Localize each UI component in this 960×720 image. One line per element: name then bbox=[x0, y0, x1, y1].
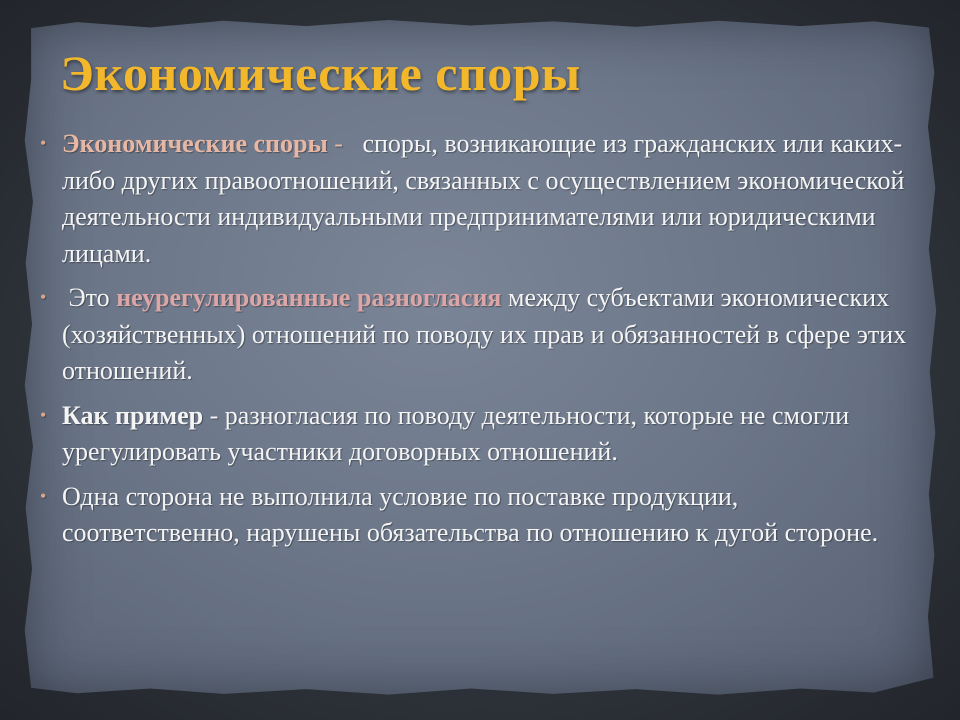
bullet-icon: • bbox=[40, 485, 47, 506]
example-text: - разногласия по поводу деятельности, которые не смогли урегулировать участники договорных отношений. bbox=[62, 400, 850, 466]
highlighted-phrase: неурегулированные разногласия bbox=[116, 283, 502, 312]
example-label: Как пример bbox=[62, 400, 204, 430]
obligation-text: Одна сторона не выполнила условие по поставке продукции, соответственно, нарушены обязательства по отношению к дугой стороне. bbox=[62, 481, 879, 547]
bullet-icon: • bbox=[40, 404, 47, 425]
disagreements-text: между субъектами экономических (хозяйственных) отношений по поводу их прав и обязанностей в сфере этих отношений. bbox=[62, 283, 907, 385]
definition-text: споры, возникающие из гражданских или каких-либо других правоотношений, связанных с осуществлением экономической деятельности индивидуальными предпринимателями или юридическими лицами. bbox=[62, 129, 905, 268]
bullet-list bbox=[40, 126, 920, 560]
bullet-item-obligation bbox=[40, 479, 920, 552]
bullet-icon: • bbox=[40, 287, 47, 307]
bullet-item-definition bbox=[40, 126, 920, 272]
term-dash: - bbox=[327, 129, 363, 158]
term-label: Экономические споры bbox=[62, 129, 328, 158]
bullet-item-disagreements bbox=[40, 280, 920, 390]
bullet-item-example bbox=[40, 398, 920, 471]
slide-title: Экономические споры bbox=[60, 45, 581, 101]
disagreements-prefix: Это bbox=[62, 283, 117, 312]
bullet-icon: • bbox=[40, 133, 47, 153]
